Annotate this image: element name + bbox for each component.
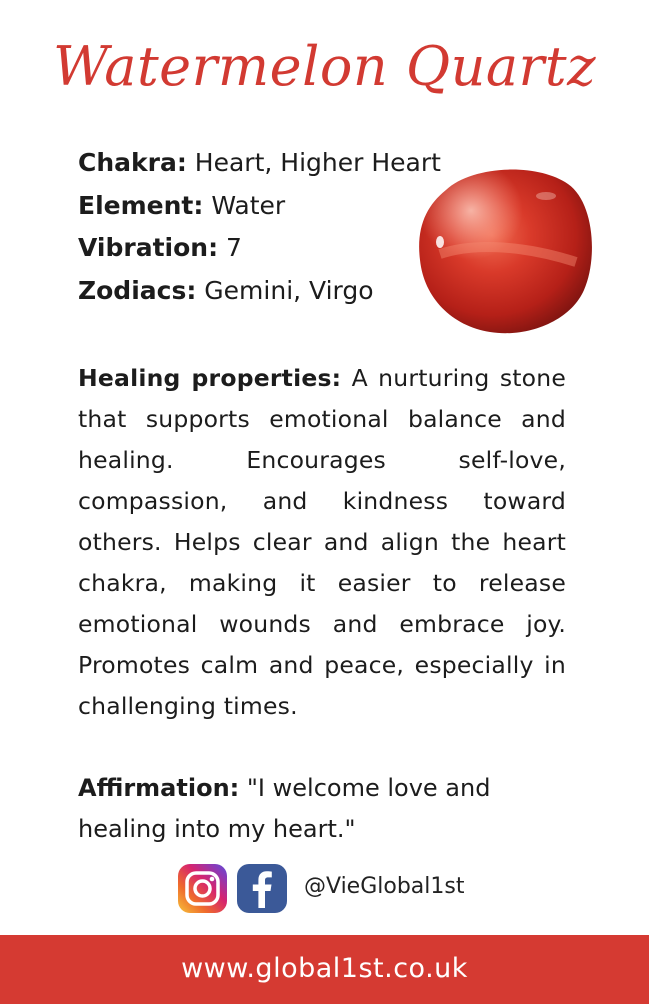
property-element xyxy=(78,185,441,228)
property-chakra xyxy=(78,142,441,185)
property-value: 7 xyxy=(226,233,242,262)
property-zodiacs xyxy=(78,270,441,313)
property-label: Chakra: xyxy=(78,148,187,177)
property-label: Vibration: xyxy=(78,233,219,262)
page-title: Watermelon Quartz xyxy=(52,35,597,98)
healing-properties xyxy=(78,358,566,727)
social-handle: @VieGlobal1st xyxy=(304,874,465,899)
website-link[interactable]: www.global1st.co.uk xyxy=(181,953,468,984)
property-list xyxy=(78,142,441,312)
property-vibration xyxy=(78,227,441,270)
footer-bar xyxy=(0,935,649,1004)
property-value: Gemini, Virgo xyxy=(204,275,374,305)
affirmation xyxy=(78,768,518,850)
instagram-icon[interactable] xyxy=(178,864,227,913)
property-value: Water xyxy=(211,190,286,220)
healing-text: A nurturing stone that supports emotional balance and healing. Encourages self-love, compassion, and kindness toward others. Helps clear and align the heart chakra, making it easier to release emotional wounds and embrace joy. Promotes calm and peace, especially in challenging times. xyxy=(78,364,567,720)
property-label: Element: xyxy=(78,190,204,220)
property-label: Zodiacs: xyxy=(78,275,197,305)
healing-label: Healing properties: xyxy=(78,364,342,392)
affirmation-label: Affirmation: xyxy=(78,774,240,802)
crystal-stone-image xyxy=(416,162,596,338)
property-value: Heart, Higher Heart xyxy=(194,148,441,177)
affirmation-text: "I welcome love and healing into my heart." xyxy=(78,774,491,843)
facebook-icon[interactable] xyxy=(237,864,287,913)
